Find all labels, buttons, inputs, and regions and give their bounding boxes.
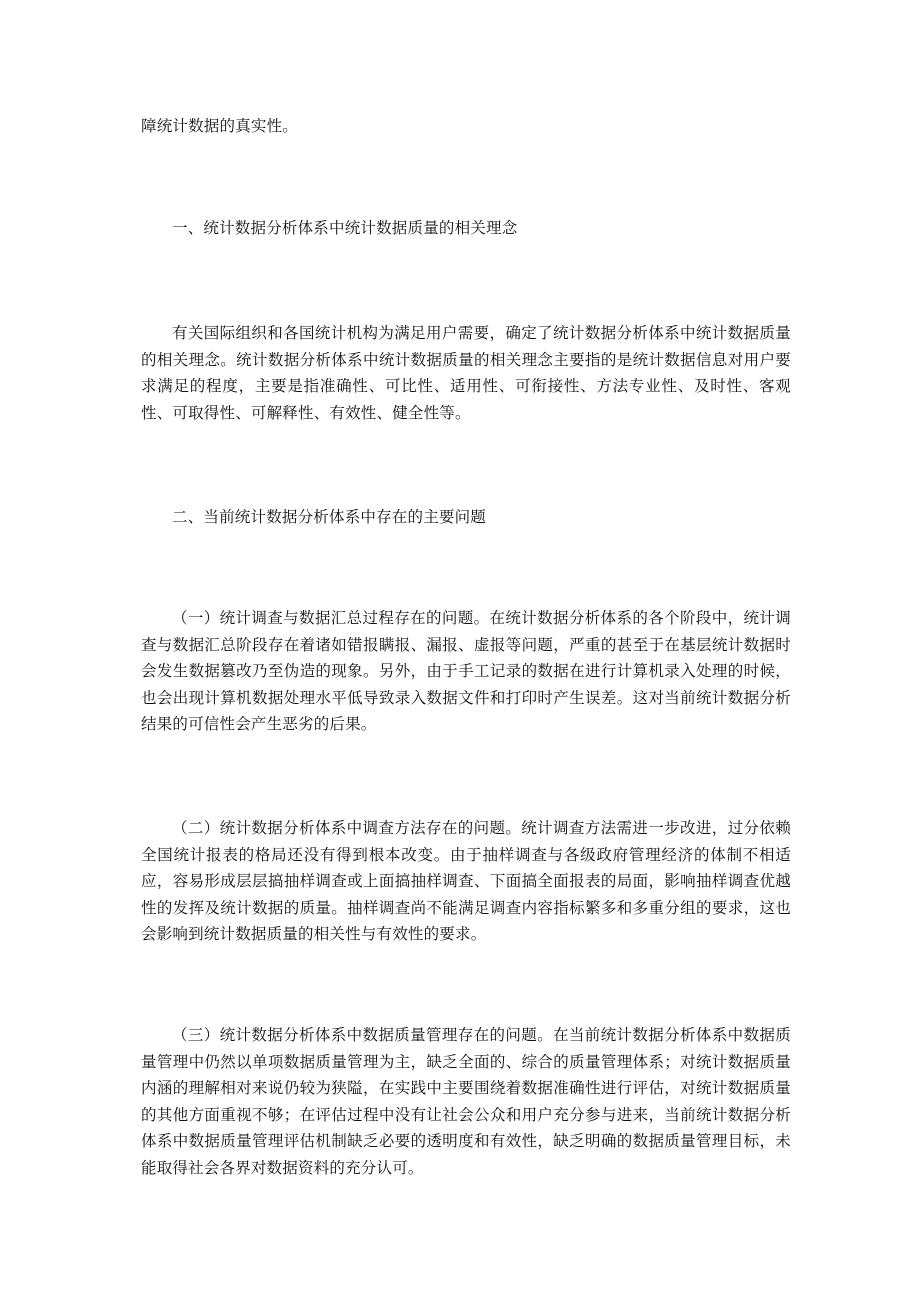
section-heading-2: 二、当前统计数据分析体系中存在的主要问题: [172, 508, 487, 526]
section-2-paragraph-2: （二）统计数据分析体系中调查方法存在的问题。统计调查方法需进一步改进，过分依赖全国统计报表的格局还没有得到根本改变。由于抽样调查与各级政府管理经济的体制不相适应，容易形成层层搞抽样调查或上面搞抽样调查、下面搞全面报表的局面，影响抽样调查优越性的发挥及统计数据的质量。抽样调查尚不能满足调查内容指标繁多和多重分组的要求，这也会影响到统计数据质量的相关性与有效性的要求。: [141, 819, 791, 943]
section-1-paragraph: 有关国际组织和各国统计机构为满足用户需要，确定了统计数据分析体系中统计数据质量的相关理念。统计数据分析体系中统计数据质量的相关理念主要指的是统计数据信息对用户要求满足的程度，主要是指准确性、可比性、适用性、可衔接性、方法专业性、及时性、客观性、可取得性、可解释性、有效性、健全性等。: [141, 324, 791, 422]
section-2-paragraph-3: （三）统计数据分析体系中数据质量管理存在的问题。在当前统计数据分析体系中数据质量管理中仍然以单项数据质量管理为主，缺乏全面的、综合的质量管理体系；对统计数据质量内涵的理解相对来说仍较为狭隘，在实践中主要围绕着数据准确性进行评估，对统计数据质量的其他方面重视不够；在评估过程中没有让社会公众和用户充分参与进来，当前统计数据分析体系中数据质量管理评估机制缺乏必要的透明度和有效性，缺乏明确的数据质量管理目标，未能取得社会各界对数据资料的充分认可。: [141, 1026, 791, 1177]
section-2-paragraph-1: （一）统计调查与数据汇总过程存在的问题。在统计数据分析体系的各个阶段中，统计调查与数据汇总阶段存在着诸如错报瞒报、漏报、虚报等问题，严重的甚至于在基层统计数据时会发生数据篡改乃至伪造的现象。另外，由于手工记录的数据在进行计算机录入处理的时候，也会出现计算机数据处理水平低导致录入数据文件和打印时产生误差。这对当前统计数据分析结果的可信性会产生恶劣的后果。: [141, 609, 791, 733]
continuation-text: 障统计数据的真实性。: [141, 117, 299, 135]
section-heading-1: 一、统计数据分析体系中统计数据质量的相关理念: [172, 219, 518, 237]
